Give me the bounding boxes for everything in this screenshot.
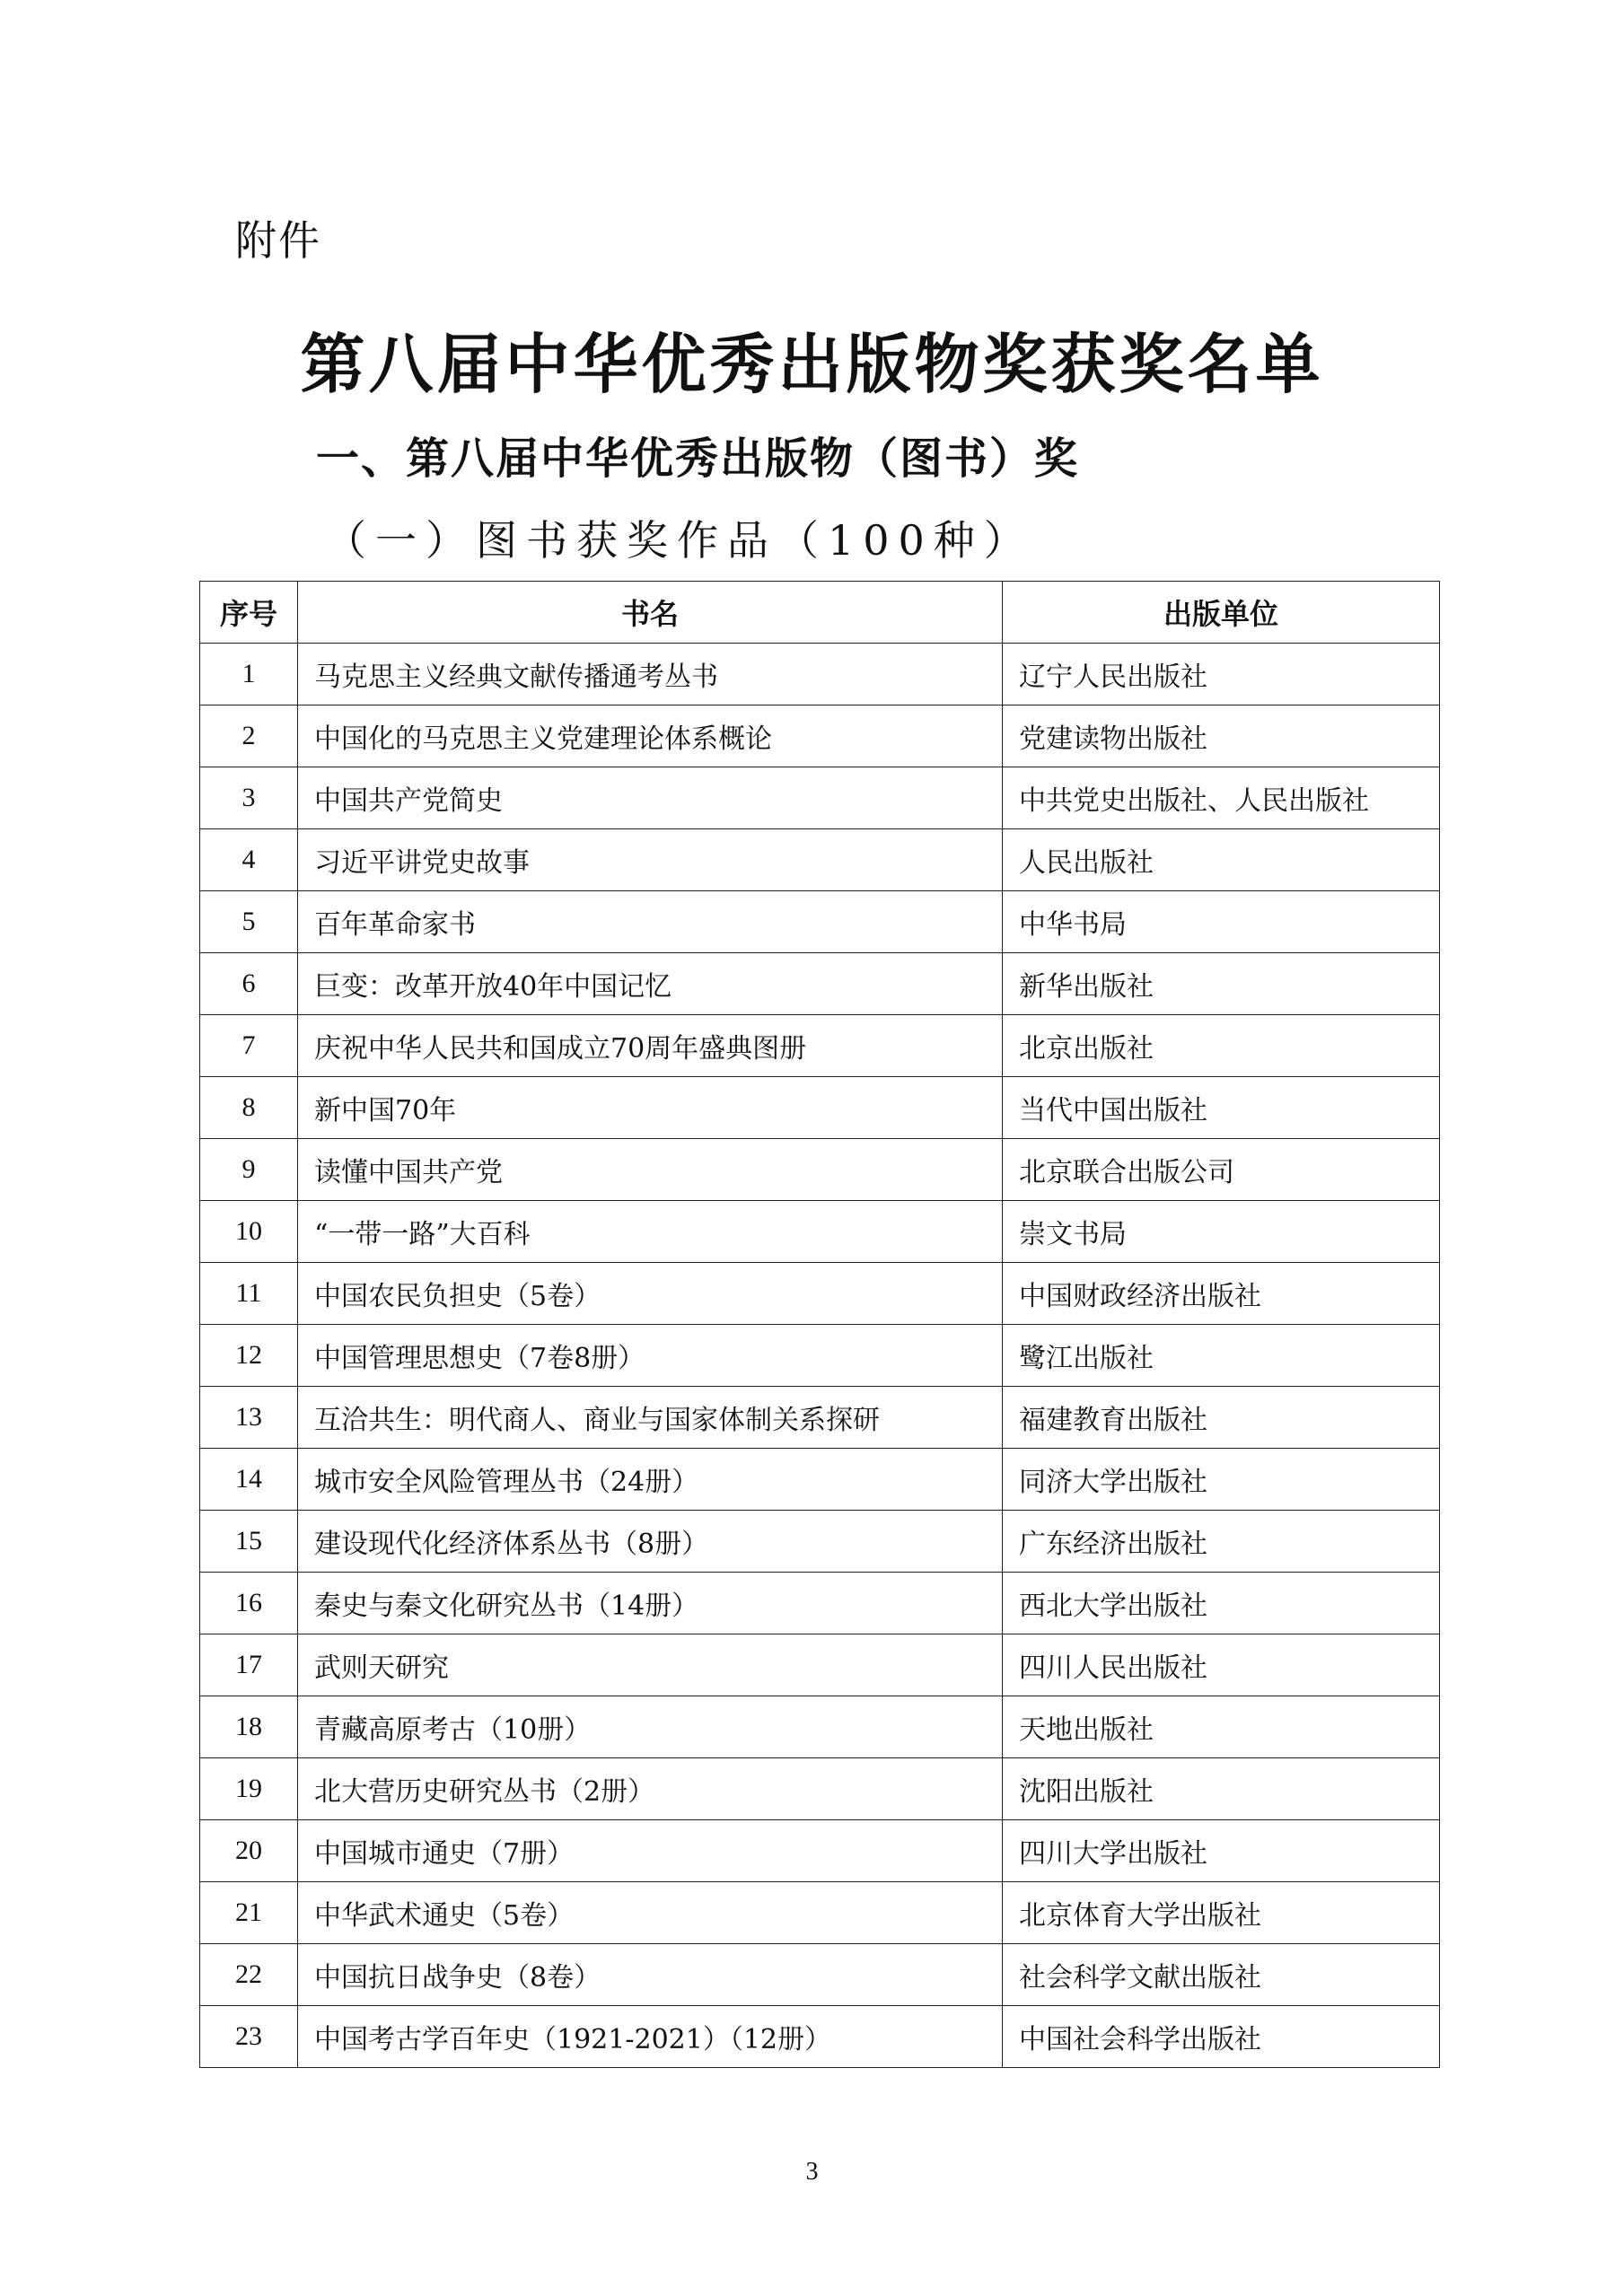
publisher-name: 四川大学出版社 [1003, 1820, 1440, 1882]
publisher-name: 北京出版社 [1003, 1015, 1440, 1077]
book-title: “一带一路”大百科 [298, 1201, 1003, 1263]
publisher-name: 北京体育大学出版社 [1003, 1882, 1440, 1944]
publisher-name: 中国财政经济出版社 [1003, 1263, 1440, 1325]
book-title: 城市安全风险管理丛书（24册） [298, 1449, 1003, 1511]
table-row [200, 705, 1440, 767]
publisher-name: 沈阳出版社 [1003, 1758, 1440, 1820]
publisher-name: 同济大学出版社 [1003, 1449, 1440, 1511]
book-title: 北大营历史研究丛书（2册） [298, 1758, 1003, 1820]
book-title: 新中国70年 [298, 1077, 1003, 1139]
row-number: 22 [200, 1944, 298, 2006]
table-header-row [200, 582, 1440, 644]
publisher-name: 新华出版社 [1003, 953, 1440, 1015]
book-title: 秦史与秦文化研究丛书（14册） [298, 1573, 1003, 1634]
publisher-name: 福建教育出版社 [1003, 1387, 1440, 1449]
book-title: 庆祝中华人民共和国成立70周年盛典图册 [298, 1015, 1003, 1077]
table-row [200, 1573, 1440, 1634]
table-row [200, 2006, 1440, 2068]
attachment-label: 附件 [235, 216, 321, 265]
table-row [200, 644, 1440, 705]
row-number: 7 [200, 1015, 298, 1077]
book-title: 中国城市通史（7册） [298, 1820, 1003, 1882]
publisher-name: 党建读物出版社 [1003, 705, 1440, 767]
book-title: 中国共产党简史 [298, 767, 1003, 829]
award-table [199, 581, 1440, 2068]
row-number: 11 [200, 1263, 298, 1325]
row-number: 12 [200, 1325, 298, 1387]
publisher-name: 四川人民出版社 [1003, 1634, 1440, 1696]
table-row [200, 1263, 1440, 1325]
row-number: 10 [200, 1201, 298, 1263]
publisher-name: 西北大学出版社 [1003, 1573, 1440, 1634]
table-row [200, 767, 1440, 829]
book-title: 中华武术通史（5卷） [298, 1882, 1003, 1944]
row-number: 3 [200, 767, 298, 829]
book-title: 习近平讲党史故事 [298, 829, 1003, 891]
book-title: 百年革命家书 [298, 891, 1003, 953]
page-title: 第八届中华优秀出版物奖获奖名单 [300, 327, 1324, 402]
table-row [200, 1325, 1440, 1387]
table-row [200, 1944, 1440, 2006]
book-title: 武则天研究 [298, 1634, 1003, 1696]
publisher-name: 广东经济出版社 [1003, 1511, 1440, 1573]
publisher-name: 人民出版社 [1003, 829, 1440, 891]
publisher-name: 辽宁人民出版社 [1003, 644, 1440, 705]
row-number: 21 [200, 1882, 298, 1944]
table-row [200, 1882, 1440, 1944]
row-number: 13 [200, 1387, 298, 1449]
table-row [200, 1820, 1440, 1882]
row-number: 19 [200, 1758, 298, 1820]
book-title: 中国抗日战争史（8卷） [298, 1944, 1003, 2006]
table-row [200, 1511, 1440, 1573]
table-row [200, 829, 1440, 891]
column-header-title: 书名 [298, 582, 1003, 644]
row-number: 2 [200, 705, 298, 767]
row-number: 17 [200, 1634, 298, 1696]
row-number: 6 [200, 953, 298, 1015]
book-title: 读懂中国共产党 [298, 1139, 1003, 1201]
book-title: 建设现代化经济体系丛书（8册） [298, 1511, 1003, 1573]
book-title: 青藏高原考古（10册） [298, 1696, 1003, 1758]
table-row [200, 1387, 1440, 1449]
book-title: 中国考古学百年史（1921-2021）（12册） [298, 2006, 1003, 2068]
row-number: 20 [200, 1820, 298, 1882]
row-number: 1 [200, 644, 298, 705]
table-row [200, 1201, 1440, 1263]
table-row [200, 1634, 1440, 1696]
row-number: 4 [200, 829, 298, 891]
book-title: 中国农民负担史（5卷） [298, 1263, 1003, 1325]
row-number: 18 [200, 1696, 298, 1758]
section-heading: 一、第八届中华优秀出版物（图书）奖 [316, 434, 1080, 484]
row-number: 8 [200, 1077, 298, 1139]
publisher-name: 北京联合出版公司 [1003, 1139, 1440, 1201]
row-number: 5 [200, 891, 298, 953]
table-row [200, 1758, 1440, 1820]
book-title: 巨变：改革开放40年中国记忆 [298, 953, 1003, 1015]
publisher-name: 中共党史出版社、人民出版社 [1003, 767, 1440, 829]
column-header-no: 序号 [200, 582, 298, 644]
publisher-name: 崇文书局 [1003, 1201, 1440, 1263]
table-row [200, 1077, 1440, 1139]
table-row [200, 1696, 1440, 1758]
publisher-name: 鹭江出版社 [1003, 1325, 1440, 1387]
publisher-name: 中国社会科学出版社 [1003, 2006, 1440, 2068]
row-number: 9 [200, 1139, 298, 1201]
page-number: 3 [805, 2158, 819, 2186]
table-row [200, 1449, 1440, 1511]
publisher-name: 天地出版社 [1003, 1696, 1440, 1758]
table-body [200, 644, 1440, 2068]
book-title: 中国化的马克思主义党建理论体系概论 [298, 705, 1003, 767]
table-row [200, 1139, 1440, 1201]
book-title: 马克思主义经典文献传播通考丛书 [298, 644, 1003, 705]
column-header-publisher: 出版单位 [1003, 582, 1440, 644]
table-row [200, 891, 1440, 953]
row-number: 23 [200, 2006, 298, 2068]
publisher-name: 社会科学文献出版社 [1003, 1944, 1440, 2006]
publisher-name: 当代中国出版社 [1003, 1077, 1440, 1139]
sub-heading: （一）图书获奖作品（100种） [325, 516, 1034, 565]
row-number: 15 [200, 1511, 298, 1573]
publisher-name: 中华书局 [1003, 891, 1440, 953]
row-number: 14 [200, 1449, 298, 1511]
book-title: 中国管理思想史（7卷8册） [298, 1325, 1003, 1387]
table-row [200, 953, 1440, 1015]
table-row [200, 1015, 1440, 1077]
book-title: 互洽共生：明代商人、商业与国家体制关系探研 [298, 1387, 1003, 1449]
row-number: 16 [200, 1573, 298, 1634]
